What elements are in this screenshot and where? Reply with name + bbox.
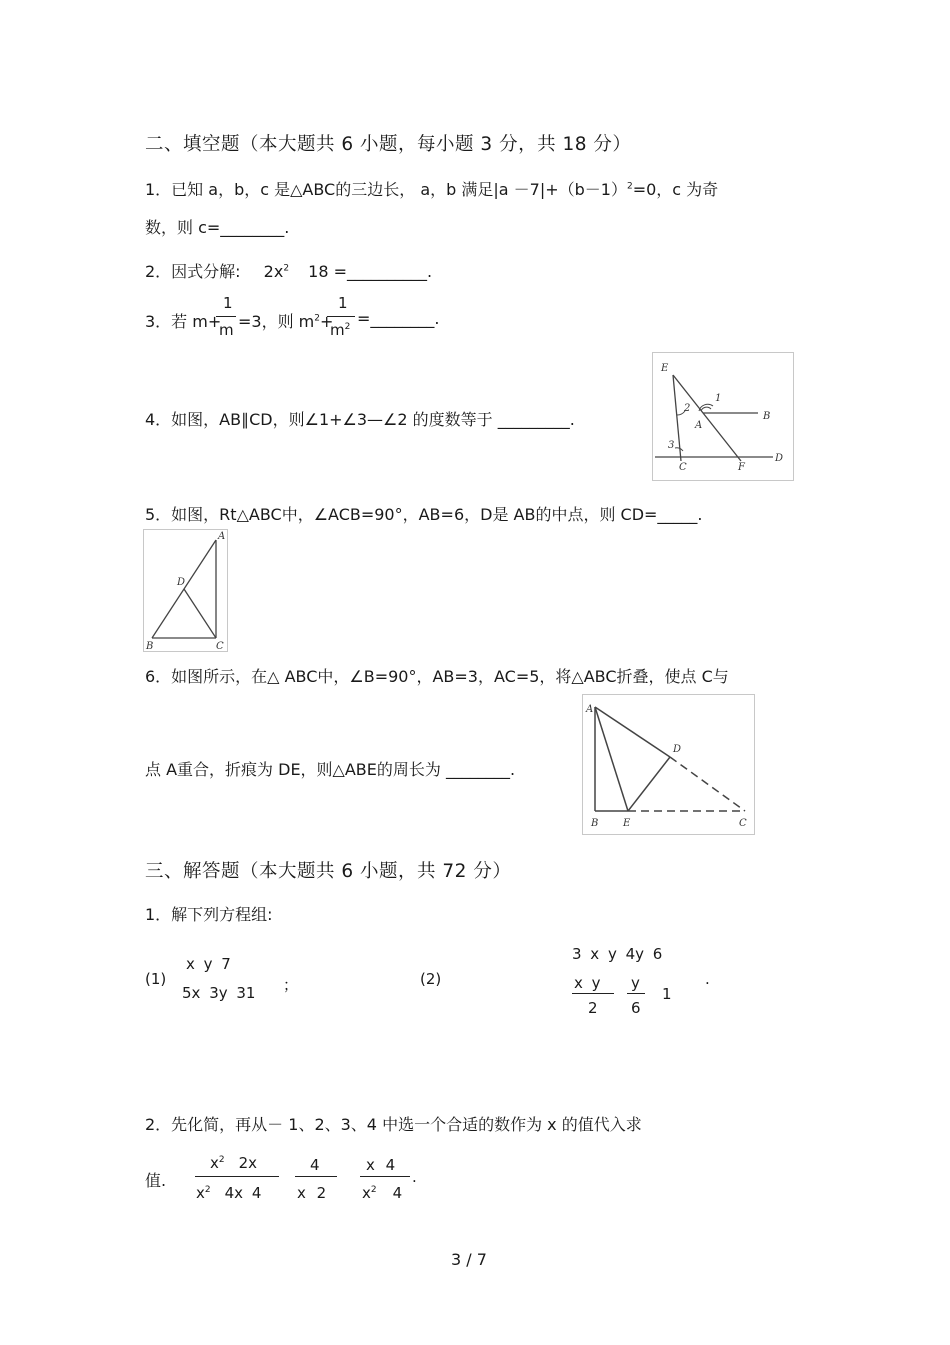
q3-prefix: 3．若 m+ [145,312,222,331]
q2-sup: 2 [283,263,290,274]
q4-label-2: 2 [684,403,691,414]
q4-diagram [653,353,793,480]
section3-title: 三、解答题（本大题共 6 小题，共 72 分） [145,861,512,882]
q1-line2: 数，则 c=________. [145,218,290,237]
s3q2-prefix: 值. [145,1171,167,1190]
q4-label-1: 1 [715,393,722,404]
q3-frac2-line [327,316,355,317]
s3q2-f3-num: x 4 [366,1156,396,1174]
s3q2-f3-den [362,1184,402,1202]
s3q1-p1-eq1: x y 7 [186,955,231,973]
q5-text: 5．如图，Rt△ABC中，∠ACB=90°，AB=6，D是 AB的中点，则 CD=_____. [145,505,703,524]
q1-sup: 2 [626,181,633,192]
q2-prefix: 2．因式分解: [145,262,241,281]
s3q2-f2-den: x 2 [297,1184,327,1202]
s3q1-p2-label: (2) [420,970,442,988]
s3q1-p2-rhs: 1 [662,985,672,1003]
q3-plus: + [320,312,334,331]
q4-text: 4．如图，AB∥CD，则∠1+∠3—∠2 的度数等于 _________. [145,410,575,429]
q6-label-a: A [586,704,594,715]
q4-label-c: C [679,462,687,473]
q5-label-c: C [216,641,224,651]
s3q2-f3-line [360,1176,410,1177]
s3q2-f3-den-4: 4 [392,1184,403,1202]
s3q2-f3-den-sup: 2 [370,1185,377,1195]
q4-figure [652,352,794,481]
q4-label-3: 3 [668,440,675,451]
q6-label-d: D [673,744,682,755]
q4-label-d: D [775,453,784,464]
s3q1-p2-den2: 6 [631,999,641,1017]
q6-line1: 6．如图所示，在△ ABC中，∠B=90°，AB=3，AC=5，将△ABC折叠，使点 C与 [145,667,729,686]
q5-figure [143,529,228,652]
q6-diagram [583,695,754,834]
s3q1-p1-label: (1) [145,970,167,988]
q5-diagram [144,530,227,651]
s3q1-p1-end: ； [283,976,299,994]
q6-line2: 点 A重合，折痕为 DE，则△ABE的周长为 ________. [145,760,516,779]
q3-num2: 1 [338,294,348,312]
s3q2-f1-den-x: x [196,1184,205,1202]
s3q2-f1-line [195,1176,279,1177]
s3q2-f2-num: 4 [310,1156,320,1174]
q3-mid-text: =3，则 m [238,312,315,331]
q4-label-b: B [763,411,771,422]
q4-label-f: F [738,462,745,473]
s3q2-f1-den [196,1184,261,1202]
q3-den1: m [219,321,234,339]
s3q2-end: . [412,1168,417,1186]
q1-line1 [145,177,718,200]
q6-label-e: E [623,818,631,829]
q4-label-a: A [695,420,703,431]
q3-mid [238,309,333,332]
s3q1-p2-den1: 2 [588,999,598,1017]
q2-line [145,259,432,282]
s3q2-f1-den-sup: 2 [204,1185,211,1195]
s3q1-p2-num1: x y [574,974,601,992]
s3q2-f3-den-x: x [362,1184,371,1202]
q3-suffix: =________. [357,309,440,328]
s3q1-p1-eq2: 5x 3y 31 [182,984,256,1002]
q5-label-a: A [218,531,226,542]
page-number: 3 / 7 [451,1250,487,1269]
s3q2-f1-num-sup: 2 [218,1155,225,1165]
q3-sup2: 2 [344,322,351,332]
q3-frac1-line [216,316,236,317]
q3-den2-wrap [330,321,350,339]
s3q1-p2-frac2-line [627,993,645,994]
q3-sup1: 2 [314,313,320,324]
s3q1-intro: 1．解下列方程组: [145,905,273,924]
s3q1-p2-frac1-line [572,993,614,994]
s3q2-f1-num-x: x [210,1154,219,1172]
s3q2-f1-num-2x: 2x [238,1154,258,1172]
q1-text-b: =0，c 为奇 [632,180,719,199]
q3-num1: 1 [223,294,233,312]
q6-label-b: B [591,818,599,829]
s3q1-p2-eq1: 3 x y 4y 6 [572,945,663,963]
q1-text-a: 1．已知 a，b，c 是△ABC的三边长， a，b 满足|a －7|+（b－1） [145,180,627,199]
q6-figure [582,694,755,835]
s3q2-f1-den-rest: 4x 4 [224,1184,262,1202]
s3q1-p2-num2: y [631,974,640,992]
s3q2-f2-line [295,1176,337,1177]
s3q2-f1-num [210,1154,257,1172]
q6-label-c: C [739,818,747,829]
s3q2-line1: 2．先化简，再从－ 1、2、3、4 中选一个合适的数作为 x 的值代入求 [145,1115,642,1134]
section2-title: 二、填空题（本大题共 6 小题，每小题 3 分，共 18 分） [145,134,632,155]
q5-label-b: B [146,641,154,651]
q5-label-d: D [177,577,186,588]
q2-expr2: 18 =__________. [308,262,433,281]
q4-label-e: E [661,363,669,374]
s3q1-p2-end: . [705,970,710,988]
q3-den2: m [330,321,345,339]
q2-expr: 2x [263,262,284,281]
